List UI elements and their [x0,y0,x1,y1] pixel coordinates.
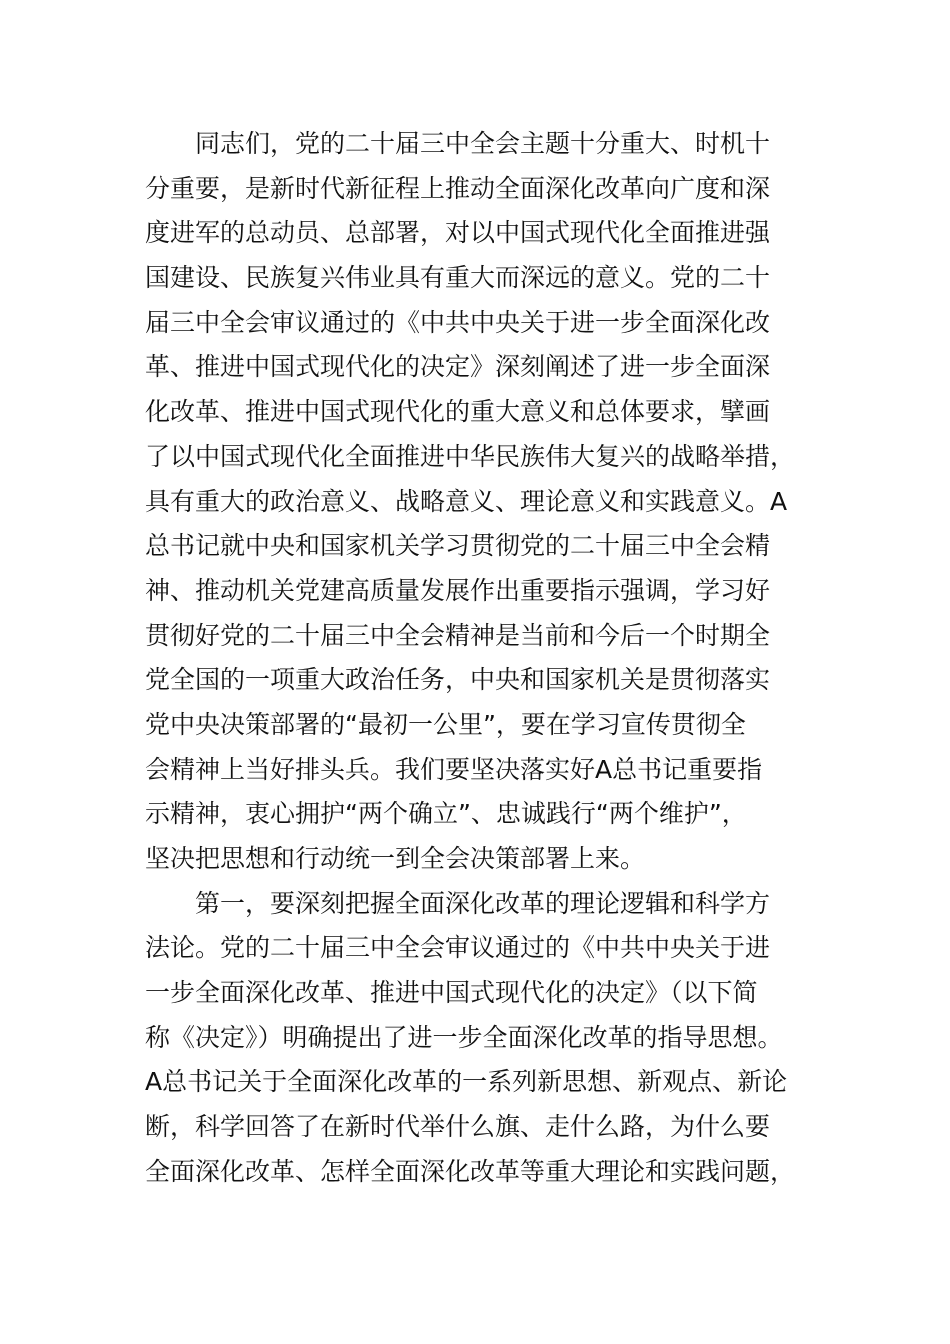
text-line: 具有重大的政治意义、战略意义、理论意义和实践意义。A [145,486,788,516]
body-text [145,122,815,1195]
text-line: 坚决把思想和行动统一到全会决策部署上来。 [145,844,646,873]
text-line: A总书记关于全面深化改革的一系列新思想、新观点、新论 [145,1067,788,1097]
text-line: 总书记就中央和国家机关学习贯彻党的二十届三中全会精 [145,531,771,561]
text-line: 国建设、民族复兴伟业具有重大而深远的意义。党的二十 [145,263,771,293]
text-line: 一步全面深化改革、推进中国式现代化的决定》（以下简 [145,978,758,1008]
text-line: 度进军的总动员、总部署，对以中国式现代化全面推进强 [145,218,771,248]
paragraph-2 [145,882,815,1195]
text-line: 了以中国式现代化全面推进中华民族伟大复兴的战略举措， [145,441,796,471]
text-line: 贯彻好党的二十届三中全会精神是当前和今后一个时期全 [145,620,771,650]
text-line: 断，科学回答了在新时代举什么旗、走什么路，为什么要 [145,1112,771,1142]
text-line: 分重要，是新时代新征程上推动全面深化改革向广度和深 [145,173,771,203]
text-line: 法论。党的二十届三中全会审议通过的《中共中央关于进 [145,933,771,963]
text-line: 称《决定》）明确提出了进一步全面深化改革的指导思想。 [145,1022,783,1052]
text-line: 示精神，衷心拥护“两个确立”、忠诚践行“两个维护”， [145,799,747,829]
paragraph-1 [145,122,815,882]
text-line: 党中央决策部署的“最初一公里”，要在学习宣传贯彻全 [145,709,746,739]
text-line: 神、推动机关党建高质量发展作出重要指示强调，学习好 [145,575,771,605]
text-line: 全面深化改革、怎样全面深化改革等重大理论和实践问题， [145,1156,796,1186]
text-line: 党全国的一项重大政治任务，中央和国家机关是贯彻落实 [145,665,771,695]
text-line: 会精神上当好排头兵。我们要坚决落实好A总书记重要指 [145,754,763,784]
text-line: 届三中全会审议通过的《中共中央关于进一步全面深化改 [145,307,771,337]
text-line: 革、推进中国式现代化的决定》深刻阐述了进一步全面深 [145,352,771,382]
text-line: 同志们，党的二十届三中全会主题十分重大、时机十 [195,129,771,158]
text-line: 化改革、推进中国式现代化的重大意义和总体要求，擘画 [145,397,771,427]
text-line: 第一，要深刻把握全面深化改革的理论逻辑和科学方 [195,888,771,918]
